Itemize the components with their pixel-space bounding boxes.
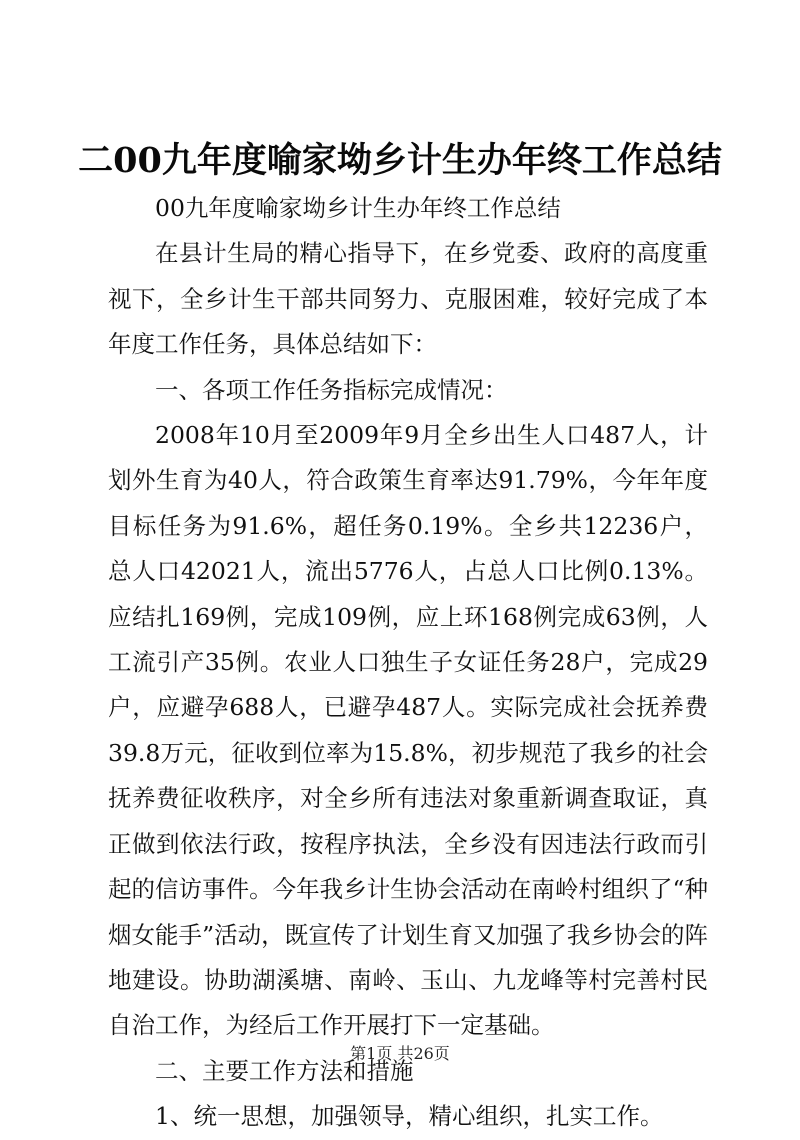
section-heading-1: 一、各项工作任务指标完成情况： — [155, 375, 508, 404]
subtitle-paragraph: 00九年度喻家坳乡计生办年终工作总结 — [155, 194, 561, 222]
intro-paragraph: 在县计生局的精心指导下，在乡党委、政府的高度重视下，全乡计生干部共同努力、克服困难，较好完成了本年度工作任务，具体总结如下： — [108, 239, 708, 359]
statistics-paragraph: 2008年10月至2009年9月全乡出生人口487人，计划外生育为40人，符合政策生育率达91.79%，今年年度目标任务为91.6%，超任务0.19%。全乡共12236户，总人口42021人，流出5776人，占总人口比例0.13%。应结扎169例，完成109例，应上环168例完成63例，人工流引产35例。农业人口独生子女证任务28户，完成29户，应避孕688人，已避孕487人。实际完成社会抚养费39.8万元，征收到位率为15.8%，初步规范了我乡的社会抚养费征收秩序，对全乡所有违法对象重新调查取证，真正做到依法行政，按程序执法，全乡没有因违法行政而引起的信访事件。今年我乡计生协会活动在南岭村组织了“种烟女能手”活动，既宣传了计划生育又加强了我乡协会的阵地建设。协助湖溪塘、南岭、玉山、九龙峰等村完善村民自治工作，为经后工作开展打下一定基础。 — [108, 421, 708, 1040]
page-footer — [0, 1043, 800, 1065]
subsection-heading-1: 1、统一思想，加强领导，精心组织，扎实工作。 — [155, 1102, 664, 1131]
page-number: 第1页 共26页 — [350, 1044, 450, 1063]
document-body — [108, 186, 708, 1140]
document-title: 二00九年度喻家坳乡计生办年终工作总结 — [78, 140, 722, 181]
section-heading-2: 二、主要工作方法和措施 — [155, 1056, 414, 1085]
